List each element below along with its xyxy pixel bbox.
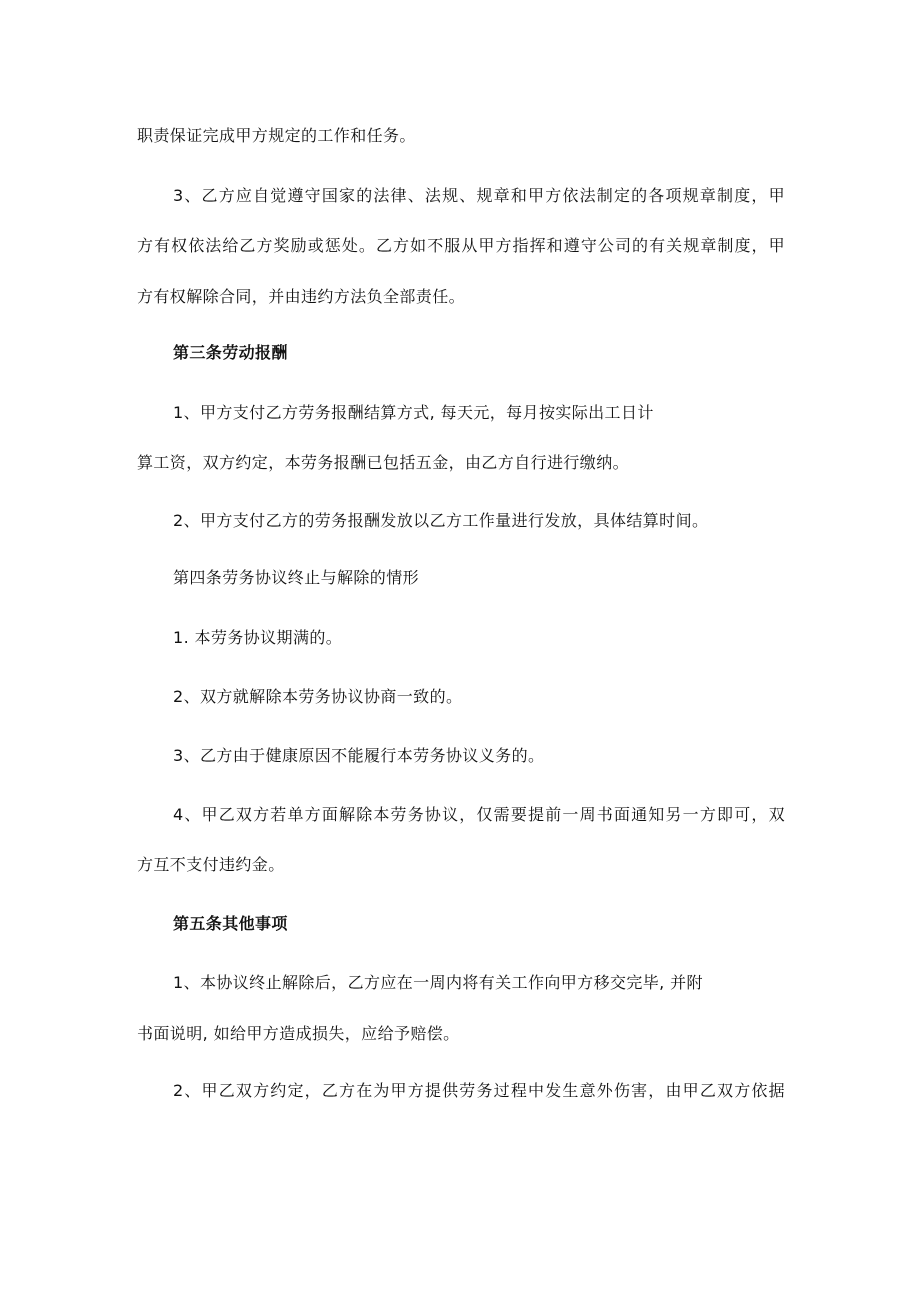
paragraph-line: 方有权解除合同，并由违约方法负全部责任。 (137, 287, 466, 306)
paragraph-line: 1、甲方支付乙方劳务报酬结算方式, 每天元，每月按实际出工日计 (173, 403, 654, 422)
paragraph-line: 2、甲乙双方约定，乙方在为甲方提供劳务过程中发生意外伤害，由甲乙双方依据 (173, 1081, 785, 1100)
paragraph-line: 1. 本劳务协议期满的。 (173, 628, 343, 647)
section-heading: 第四条劳务协议终止与解除的情形 (173, 568, 420, 587)
paragraph-line: 2、双方就解除本劳务协议协商一致的。 (173, 687, 463, 706)
paragraph-line: 职责保证完成甲方规定的工作和任务。 (137, 126, 416, 145)
paragraph-line: 2、甲方支付乙方的劳务报酬发放以乙方工作量进行发放，具体结算时间。 (173, 511, 709, 530)
paragraph-line: 算工资，双方约定，本劳务报酬已包括五金，由乙方自行进行缴纳。 (137, 453, 630, 472)
section-heading: 第五条其他事项 (173, 914, 288, 933)
paragraph-line: 方互不支付违约金。 (137, 855, 285, 874)
paragraph-line: 1、本协议终止解除后，乙方应在一周内将有关工作向甲方移交完毕, 并附 (173, 973, 703, 992)
paragraph-line: 方有权依法给乙方奖励或惩处。乙方如不服从甲方指挥和遵守公司的有关规章制度，甲 (137, 236, 785, 255)
paragraph-line: 4、甲乙双方若单方面解除本劳务协议，仅需要提前一周书面通知另一方即可，双 (173, 805, 785, 824)
paragraph-line: 3、乙方应自觉遵守国家的法律、法规、规章和甲方依法制定的各项规章制度，甲 (173, 186, 785, 205)
paragraph-line: 3、乙方由于健康原因不能履行本劳务协议义务的。 (173, 746, 545, 765)
paragraph-line: 书面说明, 如给甲方造成损失，应给予赔偿。 (137, 1024, 460, 1043)
section-heading: 第三条劳动报酬 (173, 343, 288, 362)
